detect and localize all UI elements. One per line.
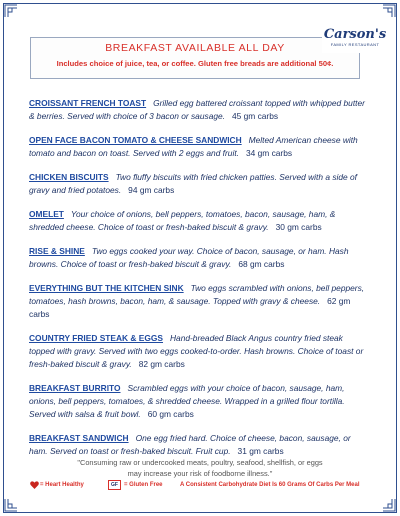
logo-name: Carson's [323,27,387,42]
menu-item-description: Two eggs scrambled with onions, bell peppers, tomatoes, hash browns, bacon, ham, & sausage. Topped with gravy & cheese. [29,283,365,306]
menu-item-name: CHICKEN BISCUITS [29,172,109,182]
menu-item-description: Melted American cheese with tomato and bacon on toast. Served with 2 eggs and fruit. [29,135,358,158]
menu-item-carbs: 60 gm carbs [147,409,194,419]
legend [30,480,370,492]
menu-item-description: Grilled egg battered croissant topped with whipped butter & berries. Served with choice of 3 bacon or sausage. [29,98,365,121]
menu-item-carbs: 30 gm carbs [275,222,322,232]
menu-list [29,97,367,469]
menu-item-name: BREAKFAST BURRITO [29,383,121,393]
page-title: BREAKFAST AVAILABLE ALL DAY [105,42,285,54]
menu-item-name: BREAKFAST SANDWICH [29,433,129,443]
corner-ornament-icon [4,4,18,18]
menu-item [29,134,367,160]
menu-item [29,332,367,371]
menu-item-carbs: 31 gm carbs [237,446,284,456]
logo-tagline: FAMILY RESTAURANT [330,42,380,47]
restaurant-logo [322,27,388,53]
menu-item [29,171,367,197]
menu-item-carbs: 68 gm carbs [238,259,285,269]
menu-item [29,282,367,321]
menu-item-name: COUNTRY FRIED STEAK & EGGS [29,333,164,343]
corner-ornament-icon [382,498,396,512]
menu-item-name: RISE & SHINE [29,246,85,256]
menu-item-description: Your choice of onions, bell peppers, tomatoes, bacon, sausage, ham, & shredded cheese. Choice of toast or fresh-baked biscuit & gravy. [29,209,336,232]
page-subtitle: Includes choice of juice, tea, or coffee. Gluten free breads are additional 50¢. [56,59,334,68]
menu-item [29,208,367,234]
menu-item [29,97,367,123]
menu-item-carbs: 45 gm carbs [231,111,279,121]
menu-item-description: One egg fried hard. Choice of cheese, bacon, sausage, or ham. Served on toast or fresh-baked biscuit. Fruit cup. [29,433,351,456]
menu-item [29,382,367,421]
menu-item-carbs: 82 gm carbs [138,359,185,369]
menu-item-name: OMELET [29,209,64,219]
menu-item [29,432,367,458]
menu-item-description: Two eggs cooked your way. Choice of bacon, sausage, or ham. Hash browns. Choice of toast or fresh-baked biscuit & gravy. [29,246,349,269]
menu-item-description: Two fluffy biscuits with fried chicken patties. Served with a side of gravy and fried potatoes. [29,172,357,195]
notice-line: may increase your risk of foodborne illness." [127,469,273,478]
menu-item-name: CROISSANT FRENCH TOAST [29,98,147,108]
menu-item-carbs: 62 gm carbs [29,296,351,319]
food-safety-notice [40,457,360,479]
notice-line: "Consuming raw or undercooked meats, poultry, seafood, shellfish, or eggs [77,458,323,467]
menu-item-carbs: 34 gm carbs [245,148,293,158]
corner-ornament-icon [4,498,18,512]
menu-item-name: EVERYTHING BUT THE KITCHEN SINK [29,283,184,293]
menu-item-description: Scrambled eggs with your choice of bacon, sausage, ham, onions, bell peppers, tomatoes, & shredded cheese. Wrapped in a grilled flour tortilla. Served with salsa & fruit bowl. [29,383,345,419]
menu-item-carbs: 94 gm carbs [128,185,175,195]
heart-icon [30,481,39,491]
menu-item-description: Hand-breaded Black Angus country fried steak topped with gravy. Served with two eggs cooked-to-order. Hash browns. Choice of toast or fresh-baked biscuit & gravy. [29,333,364,369]
menu-item [29,245,367,271]
menu-item-name: OPEN FACE BACON TOMATO & CHEESE SANDWICH [29,135,242,145]
gluten-free-label: = Gluten Free [124,482,163,488]
header-banner [30,37,360,79]
carb-diet-note: A Consistent Carbohydrate Diet Is 60 Grams Of Carbs Per Meal [180,482,360,488]
corner-ornament-icon [382,4,396,18]
heart-healthy-label: = Heart Healthy [40,482,84,488]
gluten-free-badge: GF [108,480,121,490]
